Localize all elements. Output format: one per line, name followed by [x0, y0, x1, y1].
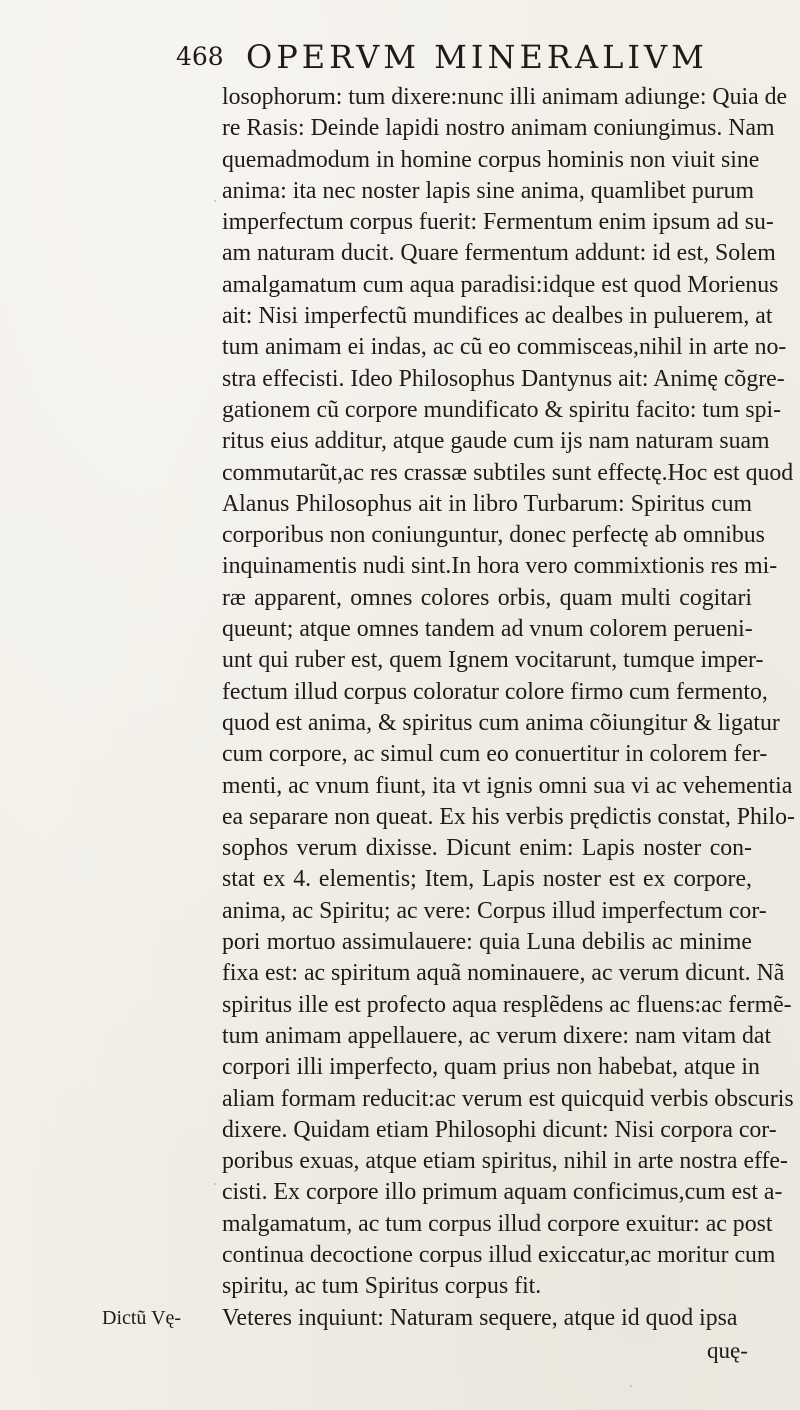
- text-line: continua decoctione corpus illud exiccatur,ac moritur cum: [222, 1241, 776, 1268]
- text-line: Veteres inquiunt: Naturam sequere, atque id quod ipsa: [222, 1304, 738, 1331]
- text-line: menti, ac vnum fiunt, ita vt ignis omni sua vi ac vehementia: [222, 772, 793, 799]
- text-line: malgamatum, ac tum corpus illud corpore exuitur: ac post: [222, 1210, 773, 1237]
- text-line: commutarũt,ac res crassæ subtiles sunt effectę.Hoc est quod: [222, 459, 794, 486]
- text-line: gationem cũ corpore mundificato & spiritu facito: tum spi-: [222, 396, 782, 423]
- text-line: cum corpore, ac simul cum eo conuertitur in colorem fer-: [222, 741, 768, 768]
- text-line: re Rasis: Deinde lapidi nostro animam coniungimus. Nam: [222, 115, 775, 142]
- text-line: imperfectum corpus fuerit: Fermentum enim ipsum ad su-: [222, 209, 774, 236]
- text-line: poribus exuas, atque etiam spiritus, nihil in arte nostra effe-: [222, 1148, 788, 1175]
- text-line: spiritus ille est profecto aqua resplẽdens ac fluens:ac fermẽ-: [222, 991, 792, 1018]
- text-line: am naturam ducit. Quare fermentum addunt: id est, Solem: [222, 240, 776, 267]
- text-line: queunt; atque omnes tandem ad vnum colorem perueni-: [222, 616, 753, 643]
- text-line: fixa est: ac spiritum aquã nominauere, ac verum dicunt. Nã: [222, 960, 785, 987]
- running-title: OPERVM MINERALIVM: [246, 38, 708, 76]
- text-line: unt qui ruber est, quem Ignem vocitarunt, tumque imper-: [222, 647, 764, 674]
- text-line: dixere. Quidam etiam Philosophi dicunt: Nisi corpora cor-: [222, 1116, 777, 1143]
- text-line: ræ apparent, omnes colores orbis, quam multi cogitari: [222, 584, 752, 611]
- catchword: quę-: [707, 1338, 748, 1363]
- text-line: aliam formam reducit:ac verum est quicquid verbis obscuris: [222, 1085, 794, 1112]
- text-line: spiritu, ac tum Spiritus corpus fit.: [222, 1273, 542, 1300]
- text-line: ritus eius additur, atque gaude cum ijs nam naturam suam: [222, 428, 770, 455]
- text-line: cisti. Ex corpore illo primum aquam conficimus,cum est a-: [222, 1179, 783, 1206]
- text-line: stra effecisti. Ideo Philosophus Dantynus ait: Animę cõgre-: [222, 365, 785, 392]
- text-line: tum animam ei indas, ac cũ eo commisceas,nihil in arte no-: [222, 334, 787, 361]
- text-line: ait: Nisi imperfectũ mundifices ac dealbes in puluerem, at: [222, 303, 773, 330]
- text-line: ea separare non queat. Ex his verbis prędictis constat, Philo-: [222, 803, 795, 830]
- text-line: corpori illi imperfecto, quam prius non habebat, atque in: [222, 1054, 760, 1081]
- margin-note: Dictũ Vę-: [102, 1307, 182, 1329]
- text-line: anima: ita nec noster lapis sine anima, quamlibet purum: [222, 177, 754, 204]
- text-line: pori mortuo assimulauere: quia Luna debilis ac minime: [222, 929, 752, 956]
- text-line: tum animam appellauere, ac verum dixere: nam vitam dat: [222, 1022, 772, 1049]
- ink-speck: [214, 200, 216, 202]
- text-line: anima, ac Spiritu; ac vere: Corpus illud imperfectum cor-: [222, 897, 767, 924]
- text-line: corporibus non coniunguntur, donec perfectę ab omnibus: [222, 522, 765, 549]
- text-line: inquinamentis nudi sint.In hora vero commixtionis res mi-: [222, 553, 778, 580]
- text-line: quemadmodum in homine corpus hominis non viuit sine: [222, 146, 760, 173]
- text-line: losophorum: tum dixere:nunc illi animam adiunge: Quia de: [222, 84, 788, 110]
- page-number: 468: [176, 42, 224, 71]
- text-line: quod est anima, & spiritus cum anima cõiungitur & ligatur: [222, 709, 780, 736]
- body-text: [222, 82, 795, 1334]
- text-line: fectum illud corpus coloratur colore firmo cum fermento,: [222, 678, 768, 705]
- page-header: [0, 36, 800, 86]
- text-line: Alanus Philosophus ait in libro Turbarum: Spiritus cum: [222, 490, 752, 517]
- text-line: stat ex 4. elementis; Item, Lapis noster est ex corpore,: [222, 866, 752, 893]
- ink-speck: [630, 1385, 632, 1387]
- ink-speck: [214, 1183, 216, 1185]
- text-line: amalgamatum cum aqua paradisi:idque est quod Morienus: [222, 271, 779, 298]
- text-line: sophos verum dixisse. Dicunt enim: Lapis noster con-: [222, 835, 752, 862]
